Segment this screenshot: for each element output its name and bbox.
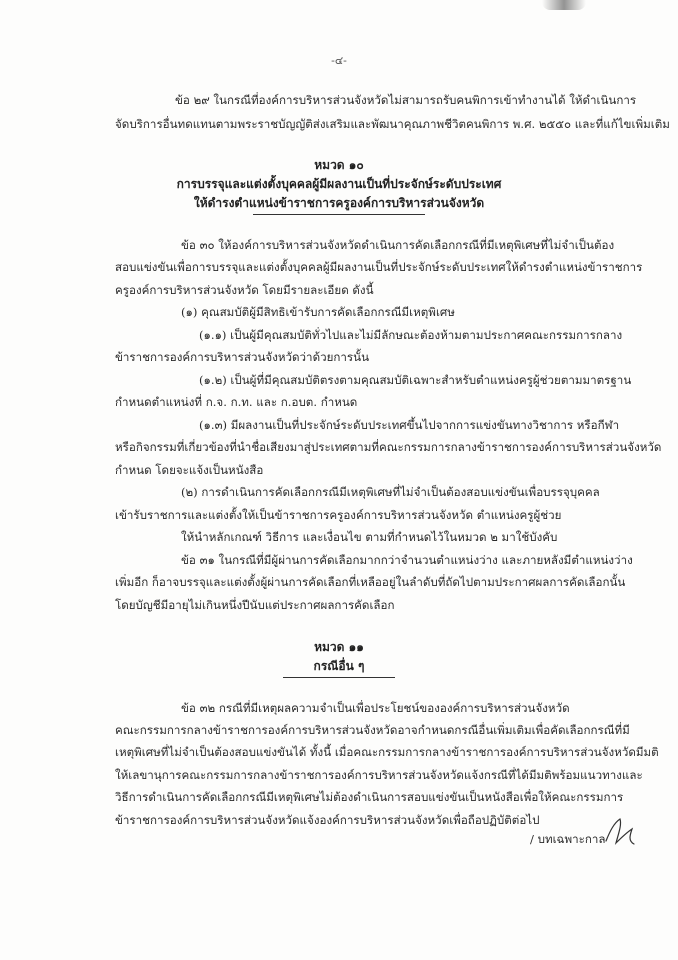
chapter-10-number: หมวด ๑๐ [314,158,364,172]
page-number: -๔- [331,54,347,67]
article-32-line-5: วิธีการดำเนินการคัดเลือกกรณีมีเหตุพิเศษไม่ต้องดำเนินการสอบแข่งขันเป็นหนังสือเพื่อให้คณะกรรมการ [115,790,624,804]
article-31-line-2: เพิ่มอีก ก็อาจบรรจุและแต่งตั้งผู้ผ่านการคัดเลือกที่เหลืออยู่ในลำดับที่ถัดไปตามประกาศผลการคัดเลือกนั้น [115,575,626,589]
article-32-line-1: ข้อ ๓๒ กรณีที่มีเหตุผลความจำเป็นเพื่อประโยชน์ขององค์การบริหารส่วนจังหวัด [181,701,570,715]
article-30-item-2-line-1: (๒) การดำเนินการคัดเลือกกรณีมีเหตุพิเศษที่ไม่จำเป็นต้องสอบแข่งขันเพื่อบรรจุบุคคล [181,485,600,499]
footer-transitional-note: / บทเฉพาะกาล [530,832,606,846]
article-32-line-3: เหตุพิเศษที่ไม่จำเป็นต้องสอบแข่งขันได้ ทั้งนี้ เมื่อคณะกรรมการกลางข้าราชการองค์การบริหารส่วนจังหวัดมีมติ [115,745,659,759]
article-30-item-1-2-line-1: (๑.๒) เป็นผู้ที่มีคุณสมบัติตรงตามคุณสมบัติเฉพาะสำหรับตำแหน่งครูผู้ช่วยตามมาตรฐาน [199,373,632,387]
article-30-item-1: (๑) คุณสมบัติผู้มีสิทธิเข้ารับการคัดเลือกกรณีมีเหตุพิเศษ [181,305,455,319]
article-30-item-1-2-line-2: กำหนดตำแหน่งที่ ก.จ. ก.ท. และ ก.อบต. กำหนด [115,395,358,409]
article-30-item-2-line-2: เข้ารับราชการและแต่งตั้งให้เป็นข้าราชการครูองค์การบริหารส่วนจังหวัด ตำแหน่งครูผู้ช่วย [115,508,562,522]
chapter-11-title: กรณีอื่น ๆ [313,659,365,673]
chapter-10-title-line-2: ให้ดำรงตำแหน่งข้าราชการครูองค์การบริหารส่วนจังหวัด [193,196,485,210]
article-30-item-1-1-line-2: ข้าราชการองค์การบริหารส่วนจังหวัดว่าด้วยการนั้น [115,350,370,364]
article-30-item-2-line-3: ให้นำหลักเกณฑ์ วิธีการ และเงื่อนไข ตามที่กำหนดไว้ในหมวด ๒ มาใช้บังคับ [181,530,558,544]
article-32-line-2: คณะกรรมการกลางข้าราชการองค์การบริหารส่วนจังหวัดอาจกำหนดกรณีอื่นเพิ่มเติมเพื่อคัดเลือกกรณีที่มี [115,723,630,737]
article-32-line-4: ให้เลขานุการคณะกรรมการกลางข้าราชการองค์การบริหารส่วนจังหวัดแจ้งกรณีที่ได้มีมติพร้อมแนวทางและ [115,768,643,782]
chapter-11-underline [283,677,395,678]
article-30-item-1-3-line-2: หรือกิจกรรมที่เกี่ยวข้องที่นำชื่อเสียงมาสู่ประเทศตามที่คณะกรรมการกลางข้าราชการองค์การบริหารส่วนจังหวัด [115,440,662,454]
article-30-line-2: สอบแข่งขันเพื่อการบรรจุและแต่งตั้งบุคคลผู้มีผลงานเป็นที่ประจักษ์ระดับประเทศให้ดำรงตำแหน่งข้าราชการ [115,260,643,274]
article-32-line-6: ข้าราชการองค์การบริหารส่วนจังหวัดแจ้งองค์การบริหารส่วนจังหวัดเพื่อถือปฏิบัติต่อไป [115,813,540,827]
article-29-line-2: จัดบริการอื่นทดแทนตามพระราชบัญญัติส่งเสริมและพัฒนาคุณภาพชีวิตคนพิการ พ.ศ. ๒๕๕๐ และที่แก้ไขเพิ่มเติม [115,117,670,131]
article-30-line-1: ข้อ ๓๐ ให้องค์การบริหารส่วนจังหวัดดำเนินการคัดเลือกกรณีที่มีเหตุพิเศษที่ไม่จำเป็นต้อง [181,238,615,252]
chapter-11-number: หมวด ๑๑ [314,640,364,654]
chapter-10-title-line-1: การบรรจุและแต่งตั้งบุคคลผู้มีผลงานเป็นที่ประจักษ์ระดับประเทศ [176,177,502,191]
article-30-item-1-3-line-1: (๑.๓) มีผลงานเป็นที่ประจักษ์ระดับประเทศขึ้นไปจากการแข่งขันทางวิชาการ หรือกีฬา [199,418,620,432]
handwritten-mark-icon [600,811,640,851]
article-30-item-1-1-line-1: (๑.๑) เป็นผู้มีคุณสมบัติทั่วไปและไม่มีลักษณะต้องห้ามตามประกาศคณะกรรมการกลาง [199,328,623,342]
article-31-line-3: โดยบัญชีมีอายุไม่เกินหนึ่งปีนับแต่ประกาศผลการคัดเลือก [115,598,395,612]
chapter-10-underline [253,214,425,215]
scan-smudge [542,0,586,10]
article-30-line-3: ครูองค์การบริหารส่วนจังหวัด โดยมีรายละเอียด ดังนี้ [115,283,374,297]
article-29-line-1: ข้อ ๒๙ ในกรณีที่องค์การบริหารส่วนจังหวัดไม่สามารถรับคนพิการเข้าทำงานได้ ให้ดำเนินการ [175,93,637,107]
article-30-item-1-3-line-3: กำหนด โดยจะแจ้งเป็นหนังสือ [115,463,264,477]
article-31-line-1: ข้อ ๓๑ ในกรณีที่มีผู้ผ่านการคัดเลือกมากกว่าจำนวนตำแหน่งว่าง และภายหลังมีตำแหน่งว่าง [181,553,633,567]
